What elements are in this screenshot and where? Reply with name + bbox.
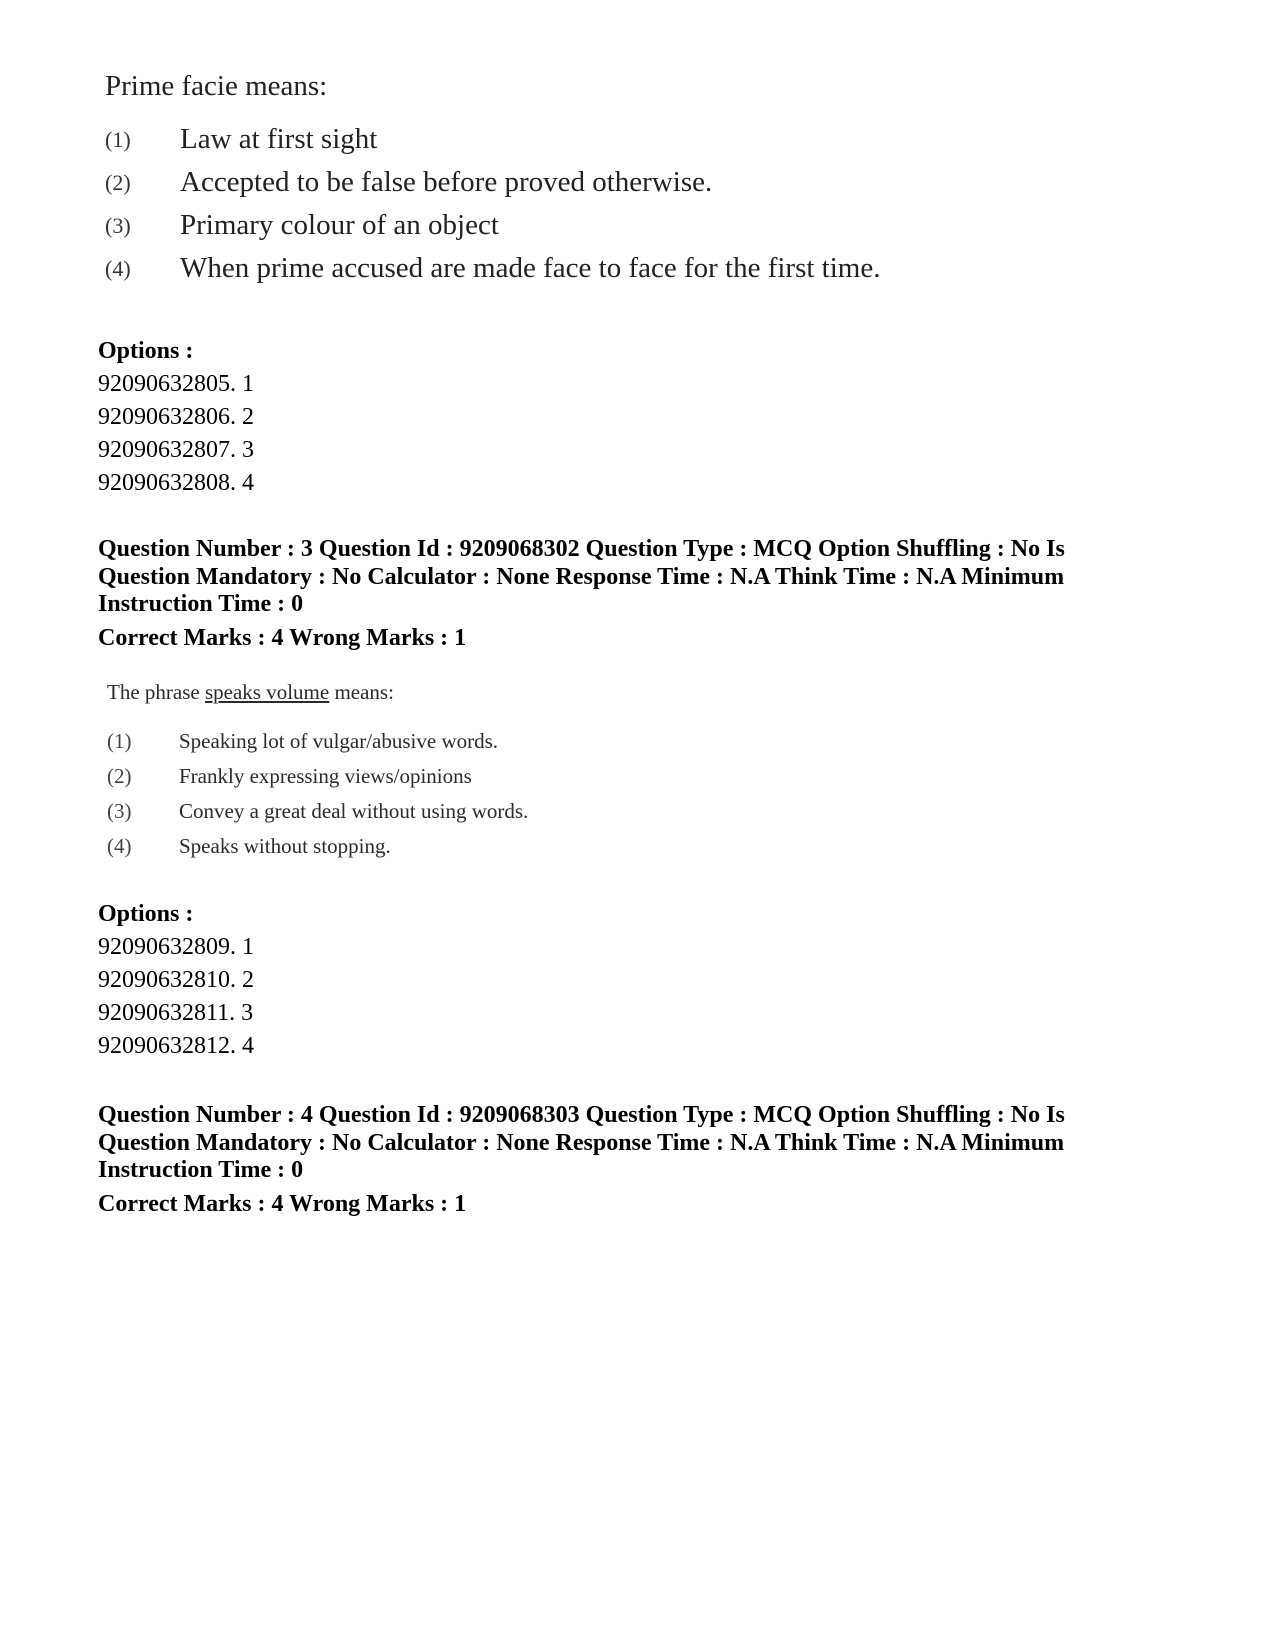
choice-text: When prime accused are made face to face for the first time. — [180, 252, 881, 284]
option-item: 92090632808. 4 — [98, 470, 254, 496]
options-label: Options : — [98, 338, 194, 364]
option-item: 92090632810. 2 — [98, 967, 254, 993]
choice-item — [107, 829, 627, 864]
option-item: 92090632811. 3 — [98, 1000, 254, 1026]
question-meta — [98, 536, 1098, 652]
choice-text: Law at first sight — [180, 123, 378, 155]
question-marks: Correct Marks : 4 Wrong Marks : 1 — [98, 624, 467, 651]
question-marks: Correct Marks : 4 Wrong Marks : 1 — [98, 1190, 467, 1217]
question-meta-text: Question Number : 3 Question Id : 9209068302 Question Type : MCQ Option Shuffling : No Is Question Mandatory : No Calculator : None Response Time : N.A Think Time : N.A Minimum Instruction Time : 0 — [98, 536, 1065, 617]
choice-item — [105, 247, 925, 290]
choice-item — [107, 759, 627, 794]
choice-text: Frankly expressing views/opinions — [179, 764, 472, 788]
choice-text: Speaks without stopping. — [179, 834, 391, 858]
choice-item — [105, 204, 925, 247]
choice-number: (2) — [105, 169, 131, 195]
stem-after: means: — [329, 680, 394, 704]
choice-text: Accepted to be false before proved otherwise. — [180, 166, 713, 198]
choice-number: (1) — [107, 729, 132, 753]
choice-item — [107, 794, 627, 829]
options-block — [98, 898, 254, 1063]
choice-number: (4) — [105, 255, 131, 281]
question-stem: Prime facie means: — [105, 70, 328, 102]
question-image-prime-facie — [105, 66, 925, 290]
question-meta-text: Question Number : 4 Question Id : 9209068303 Question Type : MCQ Option Shuffling : No Is Question Mandatory : No Calculator : None Response Time : N.A Think Time : N.A Minimum Instruction Time : 0 — [98, 1102, 1065, 1183]
choice-text: Primary colour of an object — [180, 209, 499, 241]
choice-item — [105, 161, 925, 204]
question-stem — [107, 680, 627, 710]
choice-item — [105, 118, 925, 161]
stem-before: The phrase — [107, 680, 205, 704]
options-block — [98, 335, 254, 500]
choice-text: Speaking lot of vulgar/abusive words. — [179, 729, 499, 753]
question-meta — [98, 1102, 1098, 1218]
question-image-speaks-volume — [107, 680, 627, 864]
choice-item — [107, 724, 627, 759]
choice-number: (4) — [107, 834, 132, 858]
choice-number: (2) — [107, 764, 132, 788]
options-label: Options : — [98, 901, 194, 927]
choice-number: (3) — [107, 799, 132, 823]
option-item: 92090632806. 2 — [98, 404, 254, 430]
option-item: 92090632805. 1 — [98, 371, 254, 397]
choice-number: (1) — [105, 126, 131, 152]
option-item: 92090632809. 1 — [98, 934, 254, 960]
option-item: 92090632812. 4 — [98, 1033, 254, 1059]
choice-number: (3) — [105, 212, 131, 238]
choice-text: Convey a great deal without using words. — [179, 799, 529, 823]
stem-underlined-phrase: speaks volume — [204, 680, 330, 704]
option-item: 92090632807. 3 — [98, 437, 254, 463]
